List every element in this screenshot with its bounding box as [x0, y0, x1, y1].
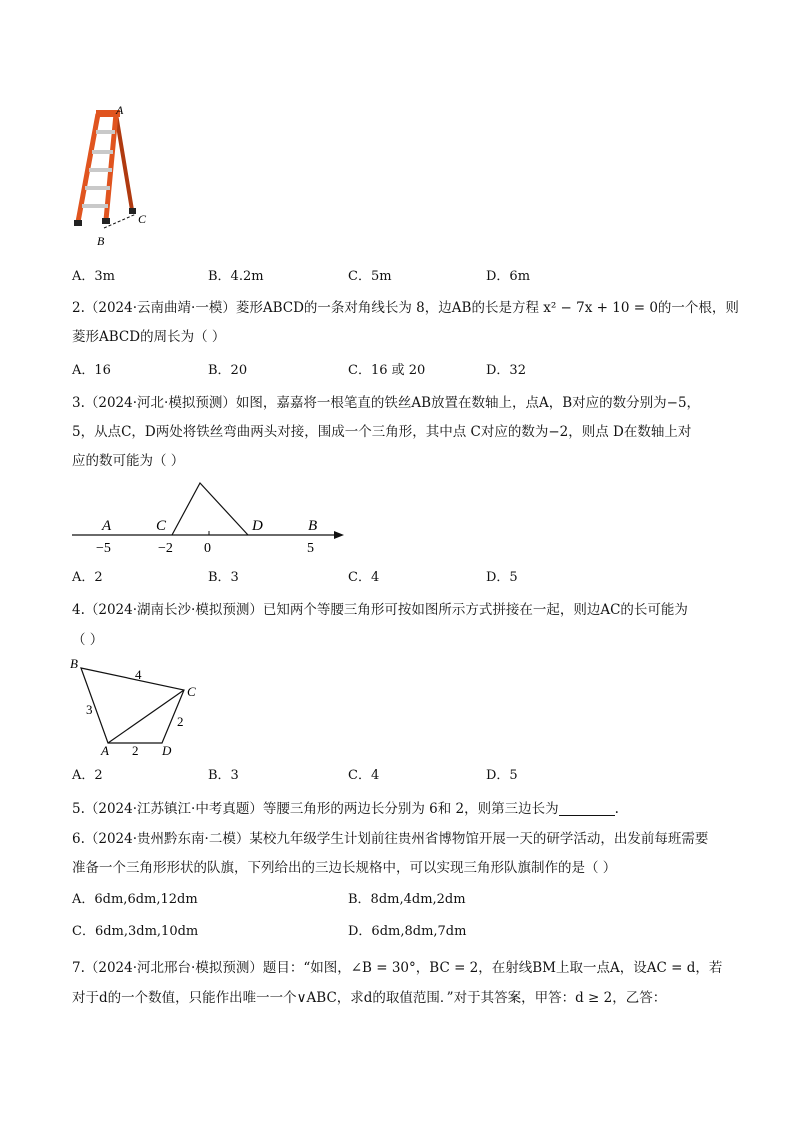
q1-option-b: B．4.2m [208, 269, 264, 284]
q2-option-c: C．16 或 20 [348, 363, 426, 378]
q1-option-a: A．3m [72, 269, 115, 284]
length-cd-label: 2 [177, 714, 184, 729]
q5-stem [72, 799, 619, 819]
length-ad-label: 2 [132, 743, 139, 758]
q2-stem-line2: 菱形ABCD的周长为（ ） [72, 329, 226, 345]
quadrilateral-figure [64, 654, 214, 760]
q4-option-a: A．2 [72, 768, 103, 783]
point-d-label: D [252, 518, 263, 534]
q4-option-b: B．3 [208, 768, 239, 783]
q1-option-d: D．6m [486, 269, 531, 284]
q3-stem-line2: 5，从点C，D两处将铁丝弯曲两头对接，围成一个三角形，其中点 C对应的数为−2，则点 D在数轴上对 [72, 424, 692, 440]
length-ab-label: 3 [86, 702, 93, 717]
q2-option-a: A．16 [72, 363, 111, 378]
ladder-figure [70, 100, 160, 250]
q4-option-d: D．5 [486, 768, 518, 783]
number-line-figure [70, 478, 360, 560]
ladder-label-b: B [97, 234, 105, 248]
q5-text: 5.（2024·江苏镇江·中考真题）等腰三角形的两边长分别为 6和 2，则第三边长为 [72, 801, 559, 817]
vertex-b-label: B [70, 656, 78, 671]
vertex-c-label: C [187, 684, 196, 699]
vertex-d-label: D [162, 743, 172, 758]
q3-option-d: D．5 [486, 570, 518, 585]
ladder-label-a: A [116, 103, 124, 117]
tick-label-neg5: −5 [96, 541, 111, 556]
q1-option-c: C．5m [348, 269, 392, 284]
q7-stem-line2: 对于d的一个数值，只能作出唯一一个∨ABC，求d的取值范围．”对于其答案，甲答：d ≥ 2，乙答： [72, 990, 667, 1006]
tick-label-neg2: −2 [158, 541, 173, 556]
q2-stem-line1: 2.（2024·云南曲靖·一模）菱形ABCD的一条对角线长为 8，边AB的长是方程 x² − 7x + 10 = 0的一个根，则 [72, 300, 739, 316]
q6-stem-line1: 6.（2024·贵州黔东南·二模）某校九年级学生计划前往贵州省博物馆开展一天的研学活动，出发前每班需要 [72, 831, 709, 847]
q5-end: . [614, 801, 619, 817]
q3-option-a: A．2 [72, 570, 103, 585]
q6-option-d: D．6dm,8dm,7dm [348, 924, 467, 939]
q3-stem-line3: 应的数可能为（ ） [72, 453, 185, 469]
tick-label-5: 5 [307, 541, 314, 556]
vertex-a-label: A [101, 743, 109, 758]
q3-option-b: B．3 [208, 570, 239, 585]
point-a-label: A [102, 518, 112, 534]
q6-option-b: B．8dm,4dm,2dm [348, 892, 466, 907]
point-b-label: B [308, 518, 318, 534]
q2-option-d: D．32 [486, 363, 526, 378]
q7-stem-line1: 7.（2024·河北邢台·模拟预测）题目：“如图，∠B = 30°，BC = 2，在射线BM上取一点A，设AC = d，若 [72, 960, 723, 976]
q2-option-b: B．20 [208, 363, 248, 378]
ladder-label-c: C [138, 212, 147, 226]
length-bc-label: 4 [135, 667, 142, 682]
q4-stem-line2: （ ） [72, 632, 104, 648]
q6-option-a: A．6dm,6dm,12dm [72, 892, 198, 907]
q5-answer-blank[interactable] [559, 801, 615, 816]
tick-label-0: 0 [204, 541, 211, 556]
point-c-label: C [156, 518, 167, 534]
q6-stem-line2: 准备一个三角形形状的队旗，下列给出的三边长规格中，可以实现三角形队旗制作的是（ ） [72, 860, 617, 876]
q6-option-c: C．6dm,3dm,10dm [72, 924, 199, 939]
q4-option-c: C．4 [348, 768, 380, 783]
q3-stem-line1: 3.（2024·河北·模拟预测）如图，嘉嘉将一根笔直的铁丝AB放置在数轴上，点A，B对应的数分别为−5， [72, 395, 701, 411]
q4-stem-line1: 4.（2024·湖南长沙·模拟预测）已知两个等腰三角形可按如图所示方式拼接在一起，则边AC的长可能为 [72, 602, 688, 618]
q3-option-c: C．4 [348, 570, 380, 585]
